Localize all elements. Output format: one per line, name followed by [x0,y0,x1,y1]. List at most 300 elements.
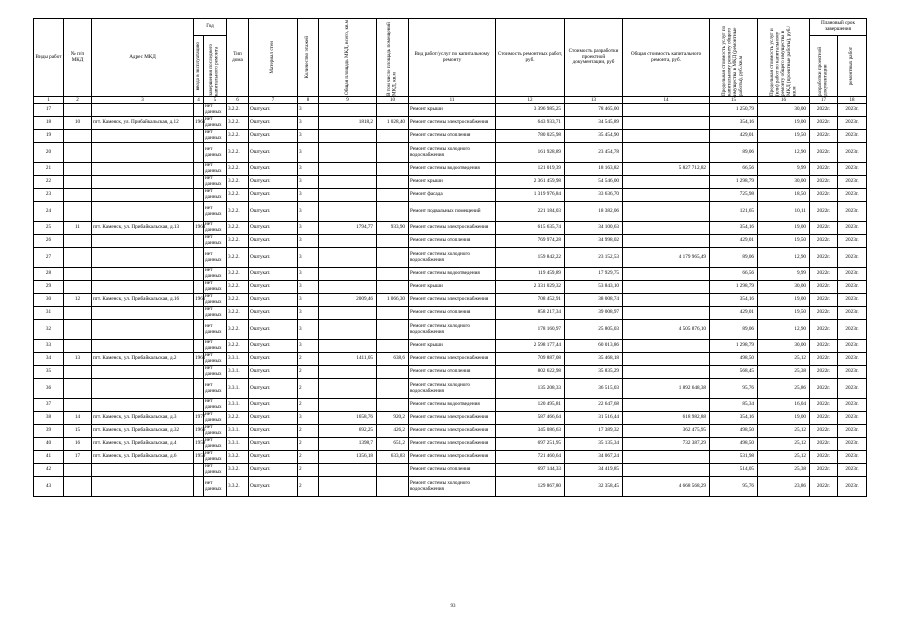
cell-srok-rab: 2023г. [838,176,867,189]
cell-vid-rabot: 22 [34,176,64,189]
cell-god-kap: нет данных [204,268,227,281]
cell-vid-rabot-uslug: Ремонт крыши [409,281,496,294]
cell-n-pp: 13 [64,353,92,366]
cell-stoimost-rab: 161 928,89 [496,143,565,163]
cell-material: Оштукат. [249,379,298,399]
cell-obsh-stoimost [623,130,710,143]
cell-material: Оштукат. [249,235,298,248]
cell-pred-stoimost-rab: 354,16 [710,294,758,307]
cell-god-kap: нет данных [204,235,227,248]
cell-srok-proekt: 2022г. [810,281,838,294]
cell-god-vvoda [194,143,204,163]
cell-obsh-ploshad [319,340,377,353]
cell-n-pp [64,320,92,340]
cell-stoimost-rab: 769 974,28 [496,235,565,248]
cell-stoimost-rab: 120 495,81 [496,399,565,412]
cell-stoimost-proekt: 35 835,29 [565,366,623,379]
cell-v-tom-chisle [377,281,409,294]
cell-stoimost-rab: 3 396 985,25 [496,104,565,117]
cell-obsh-ploshad [319,307,377,320]
cell-etazhnost: 3 [298,189,319,202]
cell-god-kap: нет данных [204,438,227,451]
cell-stoimost-rab: 709 887,08 [496,353,565,366]
cell-vid-rabot-uslug: Ремонт крыши [409,176,496,189]
cell-vid-rabot: 40 [34,438,64,451]
column-number: 17 [810,97,838,104]
cell-obsh-stoimost [623,464,710,477]
cell-god-vvoda [194,477,204,497]
cell-vid-rabot: 43 [34,477,64,497]
cell-n-pp [64,399,92,412]
cell-n-pp: 11 [64,222,92,235]
cell-stoimost-rab: 135 208,33 [496,379,565,399]
cell-obsh-stoimost: 362 475,95 [623,425,710,438]
cell-material: Оштукат. [249,222,298,235]
table-body [34,104,867,497]
cell-vid-rabot-uslug: Ремонт системы холодного водоснабжения [409,143,496,163]
cell-pred-stoimost-rab: 121,65 [710,202,758,222]
cell-pred-stoimost-rab: 498,50 [710,438,758,451]
cell-srok-rab: 2023г. [838,189,867,202]
table-row [34,451,867,464]
cell-stoimost-proekt: 34 100,63 [565,222,623,235]
cell-srok-rab: 2023г. [838,235,867,248]
cell-stoimost-rab: 178 160,97 [496,320,565,340]
cell-god-kap: нет данных [204,189,227,202]
cell-material: Оштукат. [249,117,298,130]
cell-vid-rabot-uslug: Ремонт системы холодного водоснабжения [409,248,496,268]
cell-v-tom-chisle [377,104,409,117]
cell-stoimost-rab: 780 025,98 [496,130,565,143]
cell-stoimost-proekt: 36 515,03 [565,379,623,399]
cell-god-vvoda [194,202,204,222]
cell-n-pp: 14 [64,412,92,425]
table-row [34,222,867,235]
cell-obsh-ploshad [319,464,377,477]
cell-stoimost-proekt: 18 382,06 [565,202,623,222]
cell-stoimost-proekt: 60 013,86 [565,340,623,353]
header-god: Год [194,19,227,36]
table-row [34,307,867,320]
cell-god-kap: нет данных [204,248,227,268]
table-row [34,399,867,412]
cell-obsh-stoimost [623,176,710,189]
cell-pred-stoimost-proekt: 30,00 [758,104,810,117]
table-row [34,130,867,143]
cell-etazhnost: 3 [298,294,319,307]
cell-adres [92,320,194,340]
cell-stoimost-proekt: 54 546,00 [565,176,623,189]
cell-obsh-stoimost [623,294,710,307]
cell-vid-rabot-uslug: Ремонт подвальных помещений [409,202,496,222]
cell-v-tom-chisle: 633,83 [377,451,409,464]
table-row [34,425,867,438]
header-n-pp: № п/п МКД [64,19,92,97]
cell-pred-stoimost-proekt: 12,90 [758,320,810,340]
cell-stoimost-proekt: 31 516,44 [565,412,623,425]
cell-material: Оштукат. [249,104,298,117]
cell-etazhnost: 2 [298,425,319,438]
cell-obsh-ploshad [319,379,377,399]
cell-pred-stoimost-rab: 89,06 [710,143,758,163]
cell-god-vvoda: 1961 [194,294,204,307]
cell-stoimost-proekt: 39 008,97 [565,307,623,320]
cell-adres [92,399,194,412]
cell-pred-stoimost-rab: 66,56 [710,268,758,281]
table-row [34,320,867,340]
cell-pred-stoimost-proekt: 25,38 [758,366,810,379]
cell-tip-doma: 3.2.2. [227,412,249,425]
cell-obsh-ploshad [319,104,377,117]
cell-stoimost-rab: 2 598 177,44 [496,340,565,353]
cell-srok-proekt: 2022г. [810,143,838,163]
cell-n-pp [64,477,92,497]
cell-etazhnost: 3 [298,176,319,189]
cell-etazhnost: 2 [298,477,319,497]
cell-v-tom-chisle: 426,2 [377,425,409,438]
table-row [34,294,867,307]
cell-n-pp [64,307,92,320]
cell-stoimost-rab: 129 867,80 [496,477,565,497]
cell-vid-rabot: 28 [34,268,64,281]
cell-vid-rabot: 38 [34,412,64,425]
cell-vid-rabot-uslug: Ремонт системы отопления [409,307,496,320]
cell-material: Оштукат. [249,189,298,202]
cell-god-kap: нет данных [204,143,227,163]
cell-vid-rabot-uslug: Ремонт системы электроснабжения [409,294,496,307]
cell-vid-rabot-uslug: Ремонт системы водоотведения [409,268,496,281]
cell-god-vvoda: 1961 [194,353,204,366]
cell-srok-rab: 2023г. [838,104,867,117]
cell-etazhnost: 3 [298,248,319,268]
cell-etazhnost: 2 [298,353,319,366]
cell-srok-proekt: 2022г. [810,202,838,222]
cell-pred-stoimost-proekt: 19,00 [758,222,810,235]
cell-adres [92,235,194,248]
cell-pred-stoimost-rab: 95,76 [710,477,758,497]
cell-obsh-stoimost: 4 179 965,49 [623,248,710,268]
cell-pred-stoimost-proekt: 18,50 [758,189,810,202]
cell-god-vvoda [194,281,204,294]
header-srok: Плановый срок завершения [810,19,867,36]
cell-srok-proekt: 2022г. [810,438,838,451]
cell-adres [92,176,194,189]
cell-god-vvoda [194,176,204,189]
table-row [34,353,867,366]
cell-v-tom-chisle [377,163,409,176]
cell-adres [92,163,194,176]
cell-srok-proekt: 2022г. [810,222,838,235]
cell-material: Оштукат. [249,143,298,163]
cell-pred-stoimost-rab: 1 298,79 [710,281,758,294]
cell-vid-rabot: 27 [34,248,64,268]
cell-srok-proekt: 2022г. [810,451,838,464]
table-row [34,477,867,497]
cell-god-kap: нет данных [204,130,227,143]
cell-tip-doma: 3.3.1. [227,353,249,366]
header-god-vvoda: ввода в эксплуатацию [194,36,204,97]
cell-god-kap: нет данных [204,451,227,464]
column-number: 3 [92,97,194,104]
header-srok-proekt: разработки проектной документации [810,36,838,97]
cell-v-tom-chisle [377,235,409,248]
cell-srok-rab: 2023г. [838,130,867,143]
column-number: 11 [409,97,496,104]
cell-pred-stoimost-proekt: 25,12 [758,353,810,366]
cell-material: Оштукат. [249,353,298,366]
cell-vid-rabot: 17 [34,104,64,117]
cell-material: Оштукат. [249,320,298,340]
cell-srok-proekt: 2022г. [810,248,838,268]
cell-tip-doma: 3.2.2. [227,189,249,202]
cell-obsh-stoimost [623,399,710,412]
cell-tip-doma: 3.3.1. [227,366,249,379]
cell-god-kap: нет данных [204,202,227,222]
cell-v-tom-chisle [377,176,409,189]
cell-tip-doma: 3.3.1. [227,438,249,451]
header-pred-stoimost-rab: Предельная стоимость услуг по капитальному ремонту общего имущества в МКД (ремонтные работы), руб./кв.м [710,19,758,97]
cell-god-vvoda [194,366,204,379]
cell-god-kap: нет данных [204,320,227,340]
cell-srok-rab: 2023г. [838,202,867,222]
cell-tip-doma: 3.3.2. [227,451,249,464]
cell-god-vvoda [194,104,204,117]
cell-tip-doma: 3.2.2. [227,143,249,163]
cell-obsh-ploshad: 2009,46 [319,294,377,307]
cell-vid-rabot-uslug: Ремонт системы электроснабжения [409,412,496,425]
cell-god-vvoda [194,307,204,320]
cell-vid-rabot-uslug: Ремонт системы отопления [409,130,496,143]
cell-pred-stoimost-rab: 531,98 [710,451,758,464]
cell-vid-rabot: 42 [34,464,64,477]
cell-srok-rab: 2023г. [838,307,867,320]
cell-stoimost-rab: 615 635,74 [496,222,565,235]
cell-n-pp [64,464,92,477]
cell-srok-rab: 2023г. [838,379,867,399]
header-material: Материал стен [249,19,298,97]
cell-stoimost-proekt: 34 998,02 [565,235,623,248]
cell-adres [92,366,194,379]
cell-stoimost-rab: 721 460,64 [496,451,565,464]
cell-pred-stoimost-rab: 354,16 [710,412,758,425]
cell-vid-rabot-uslug: Ремонт системы электроснабжения [409,451,496,464]
header-obsh-stoimost: Общая стоимость капитального ремонта, руб. [623,19,710,97]
cell-material: Оштукат. [249,366,298,379]
header-pred-stoimost-proekt: Предельная стоимость услуг и (или) работ по капитальному ремонту общего имущества в МКД (проектные работы), руб./кв.м [758,19,810,97]
cell-v-tom-chisle: 651,2 [377,438,409,451]
cell-adres [92,143,194,163]
cell-vid-rabot-uslug: Ремонт системы электроснабжения [409,353,496,366]
cell-v-tom-chisle [377,399,409,412]
cell-pred-stoimost-proekt: 12,90 [758,248,810,268]
cell-god-vvoda [194,235,204,248]
cell-vid-rabot: 33 [34,340,64,353]
cell-god-kap: нет данных [204,117,227,130]
cell-v-tom-chisle: 933,90 [377,222,409,235]
column-number: 9 [319,97,377,104]
cell-etazhnost: 2 [298,366,319,379]
cell-pred-stoimost-rab: 514,05 [710,464,758,477]
cell-v-tom-chisle: 1 066,30 [377,294,409,307]
cell-vid-rabot-uslug: Ремонт системы холодного водоснабжения [409,379,496,399]
cell-god-kap: нет данных [204,399,227,412]
cell-obsh-stoimost [623,451,710,464]
cell-srok-proekt: 2022г. [810,379,838,399]
table-row [34,189,867,202]
cell-stoimost-rab: 1 319 976,84 [496,189,565,202]
cell-vid-rabot: 37 [34,399,64,412]
column-number: 12 [496,97,565,104]
cell-adres: пгт. Каменск, ул. Прибайкальская, д.2 [92,353,194,366]
cell-n-pp [64,366,92,379]
cell-obsh-ploshad [319,176,377,189]
column-number: 14 [623,97,710,104]
cell-material: Оштукат. [249,176,298,189]
cell-stoimost-proekt: 25 805,03 [565,320,623,340]
cell-srok-rab: 2023г. [838,366,867,379]
cell-n-pp [64,379,92,399]
cell-vid-rabot-uslug: Ремонт системы отопления [409,235,496,248]
cell-pred-stoimost-rab: 568,45 [710,366,758,379]
cell-vid-rabot-uslug: Ремонт крыши [409,104,496,117]
cell-pred-stoimost-rab: 354,16 [710,222,758,235]
cell-etazhnost: 2 [298,451,319,464]
cell-tip-doma: 3.2.2. [227,307,249,320]
cell-n-pp [64,143,92,163]
table-row [34,340,867,353]
cell-pred-stoimost-proekt: 10,11 [758,202,810,222]
cell-v-tom-chisle: 1 028,40 [377,117,409,130]
cell-god-vvoda [194,379,204,399]
cell-pred-stoimost-proekt: 19,00 [758,294,810,307]
cell-srok-rab: 2023г. [838,248,867,268]
cell-srok-proekt: 2022г. [810,117,838,130]
cell-vid-rabot: 26 [34,235,64,248]
cell-obsh-stoimost [623,366,710,379]
header-etazhnost: Количество этажей [298,19,319,97]
cell-srok-rab: 2023г. [838,425,867,438]
cell-adres [92,477,194,497]
cell-v-tom-chisle [377,189,409,202]
cell-vid-rabot-uslug: Ремонт системы отопления [409,366,496,379]
cell-etazhnost: 3 [298,340,319,353]
cell-pred-stoimost-proekt: 25,12 [758,438,810,451]
cell-srok-proekt: 2022г. [810,294,838,307]
cell-obsh-ploshad: 1794,77 [319,222,377,235]
cell-obsh-stoimost: 5 827 712,82 [623,163,710,176]
table-row [34,366,867,379]
cell-srok-rab: 2023г. [838,222,867,235]
cell-obsh-stoimost [623,143,710,163]
cell-obsh-stoimost [623,104,710,117]
cell-stoimost-rab: 708 452,91 [496,294,565,307]
cell-srok-proekt: 2022г. [810,399,838,412]
cell-srok-proekt: 2022г. [810,412,838,425]
cell-n-pp [64,340,92,353]
header-v-tom-chisle: В том числе площадь помещений МКД, кв.м [377,19,409,97]
table-row [34,379,867,399]
cell-pred-stoimost-rab: 498,50 [710,353,758,366]
cell-stoimost-rab: 2 361 459,98 [496,176,565,189]
cell-adres: пгт. Каменск, ул. Прибайкальская, д.16 [92,294,194,307]
cell-god-kap: нет данных [204,340,227,353]
cell-vid-rabot: 29 [34,281,64,294]
cell-vid-rabot: 30 [34,294,64,307]
cell-srok-proekt: 2022г. [810,307,838,320]
cell-etazhnost: 3 [298,202,319,222]
cell-obsh-stoimost: 4 505 876,10 [623,320,710,340]
header-tip-doma: Тип дома [227,19,249,97]
cell-god-kap: нет данных [204,366,227,379]
cell-obsh-stoimost [623,353,710,366]
cell-stoimost-rab: 119 459,89 [496,268,565,281]
cell-stoimost-proekt: 35 454,90 [565,130,623,143]
cell-vid-rabot: 31 [34,307,64,320]
table-row [34,281,867,294]
cell-etazhnost: 3 [298,163,319,176]
cell-vid-rabot-uslug: Ремонт системы электроснабжения [409,425,496,438]
cell-pred-stoimost-proekt: 19,50 [758,130,810,143]
cell-pred-stoimost-rab: 498,50 [710,425,758,438]
cell-god-vvoda [194,248,204,268]
page-number: 93 [450,604,456,609]
cell-stoimost-rab: 345 086,63 [496,425,565,438]
cell-adres [92,104,194,117]
header-vid-rabot-uslug: Вид работ/услуг по капитальному ремонту [409,19,496,97]
cell-stoimost-rab: 159 842,22 [496,248,565,268]
cell-adres [92,281,194,294]
cell-srok-rab: 2023г. [838,320,867,340]
cell-etazhnost: 2 [298,379,319,399]
cell-material: Оштукат. [249,399,298,412]
cell-vid-rabot-uslug: Ремонт системы отопления [409,464,496,477]
cell-etazhnost: 3 [298,222,319,235]
cell-pred-stoimost-proekt: 19,00 [758,117,810,130]
cell-v-tom-chisle [377,340,409,353]
cell-pred-stoimost-rab: 1 298,79 [710,176,758,189]
cell-obsh-ploshad [319,202,377,222]
cell-adres: пгт. Каменск, ул. Прибайкальская, д.4 [92,438,194,451]
cell-srok-proekt: 2022г. [810,353,838,366]
cell-n-pp: 15 [64,425,92,438]
table-row [34,163,867,176]
cell-pred-stoimost-proekt: 19,50 [758,307,810,320]
cell-n-pp [64,202,92,222]
cell-n-pp [64,163,92,176]
cell-adres: пгт. Каменск, ул. Прибайкальская, д.3 [92,412,194,425]
cell-vid-rabot-uslug: Ремонт системы водоотведения [409,399,496,412]
cell-god-vvoda: 1961 [194,117,204,130]
cell-god-vvoda: 1963 [194,222,204,235]
cell-tip-doma: 3.2.2. [227,130,249,143]
cell-n-pp: 12 [64,294,92,307]
cell-stoimost-proekt: 53 843,10 [565,281,623,294]
cell-vid-rabot: 23 [34,189,64,202]
cell-srok-rab: 2023г. [838,412,867,425]
cell-pred-stoimost-rab: 85,34 [710,399,758,412]
cell-god-kap: нет данных [204,163,227,176]
header-stoimost-proekt: Стоимость разработки проектной документации, руб [565,19,623,97]
cell-stoimost-rab: 802 622,98 [496,366,565,379]
cell-etazhnost: 3 [298,412,319,425]
cell-god-vvoda: 1959 [194,438,204,451]
cell-vid-rabot-uslug: Ремонт фасада [409,189,496,202]
cell-v-tom-chisle: 920,2 [377,412,409,425]
cell-material: Оштукат. [249,464,298,477]
cell-n-pp [64,248,92,268]
cell-obsh-ploshad [319,399,377,412]
cell-v-tom-chisle: 638,6 [377,353,409,366]
